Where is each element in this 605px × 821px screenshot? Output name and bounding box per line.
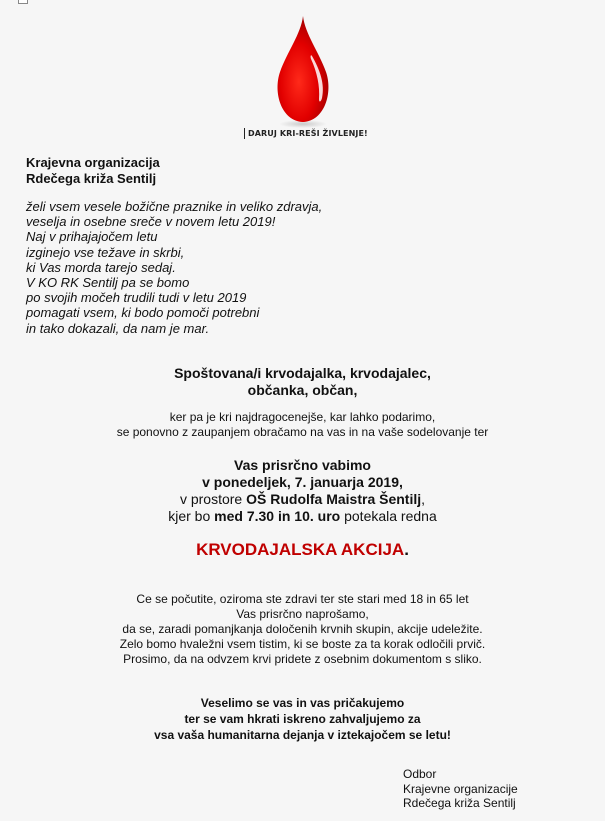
signature-line: Krajevne organizacije (403, 781, 518, 796)
invite-time-prefix: kjer bo (168, 508, 215, 524)
intro-paragraph (0, 410, 605, 440)
closing-paragraph (0, 695, 605, 743)
signature-line: Rdečega križa Sentilj (403, 796, 516, 810)
greeting-line: pomagati vsem, ki bodo pomoči potrebni (26, 305, 260, 321)
blood-drop-icon (273, 14, 333, 129)
conditions-line: Prosimo, da na odvzem krvi pridete z osebnim dokumentom s sliko. (123, 652, 482, 666)
action-suffix: . (404, 540, 409, 559)
invite-location-line (0, 491, 605, 508)
invite-line: Vas prisrčno vabimo (234, 457, 371, 473)
greeting-paragraph (26, 199, 322, 336)
logo (0, 14, 605, 129)
greeting-line: V KO RK Sentilj pa se bomo (26, 275, 190, 291)
conditions-line: da se, zaradi pomanjkanja določenih krvnih skupin, akcije udeležite. (122, 622, 483, 636)
closing-line: vsa vaša humanitarna dejanja v iztekajočem se letu! (154, 728, 451, 742)
salutation-line: Spoštovana/i krvodajalka, krvodajalec, (174, 365, 431, 381)
conditions-line: Ce se počutite, oziroma ste zdravi ter ste stari med 18 in 65 let (136, 592, 469, 606)
salutation-line: občanka, občan, (247, 382, 358, 398)
org-header-line: Rdečega križa Sentilj (26, 171, 157, 186)
closing-line: Veselimo se vas in vas pričakujemo (200, 696, 405, 710)
invite-time-suffix: potekala redna (340, 508, 437, 524)
action-title: KRVODAJALSKA AKCIJA (196, 540, 405, 559)
greeting-line: želi vsem vesele božične praznike in veliko zdravja, (26, 199, 323, 214)
signature-line: Odbor (403, 767, 437, 781)
greeting-line: ki Vas morda tarejo sedaj. (26, 259, 176, 275)
closing-line: ter se vam hkrati iskreno zahvaljujemo za (184, 712, 421, 726)
invite-location-suffix: , (421, 491, 426, 507)
invite-location: OŠ Rudolfa Maistra Šentilj (246, 491, 422, 507)
conditions-line: Zelo bomo hvaležni vsem tistim, ki se boste za ta korak odločili prvič. (119, 637, 486, 651)
invite-location-prefix: v prostore (179, 491, 247, 507)
greeting-line: po svojih močeh trudili tudi v letu 2019 (26, 290, 247, 306)
action-heading (0, 540, 605, 560)
greeting-line: izginejo vse težave in skrbi, (26, 244, 185, 260)
invite-time: med 7.30 in 10. uro (214, 508, 341, 524)
invite-time-line (0, 508, 605, 525)
conditions-paragraph (0, 592, 605, 667)
invite-date: v ponedeljek, 7. januarja 2019, (202, 474, 403, 490)
intro-line: se ponovno z zaupanjem obračamo na vas in na vaše sodelovanje ter (116, 425, 489, 439)
salutation (0, 365, 605, 399)
conditions-line: Vas prisrčno naprošamo, (236, 607, 369, 621)
org-header (26, 155, 160, 187)
greeting-line: veselja in osebne sreče v novem letu 2019! (26, 214, 276, 230)
signature (403, 767, 518, 811)
intro-line: ker pa je kri najdragocenejše, kar lahko podarimo, (169, 410, 436, 424)
invitation (0, 457, 605, 525)
anchor-marker (18, 0, 28, 4)
org-header-line: Krajevna organizacija (26, 155, 160, 170)
greeting-line: Naj v prihajajočem letu (26, 229, 158, 245)
logo-caption: DARUJ KRI-REŠI ŽIVLENJE! (244, 128, 368, 139)
greeting-line: in tako dokazali, da nam je mar. (26, 320, 210, 336)
